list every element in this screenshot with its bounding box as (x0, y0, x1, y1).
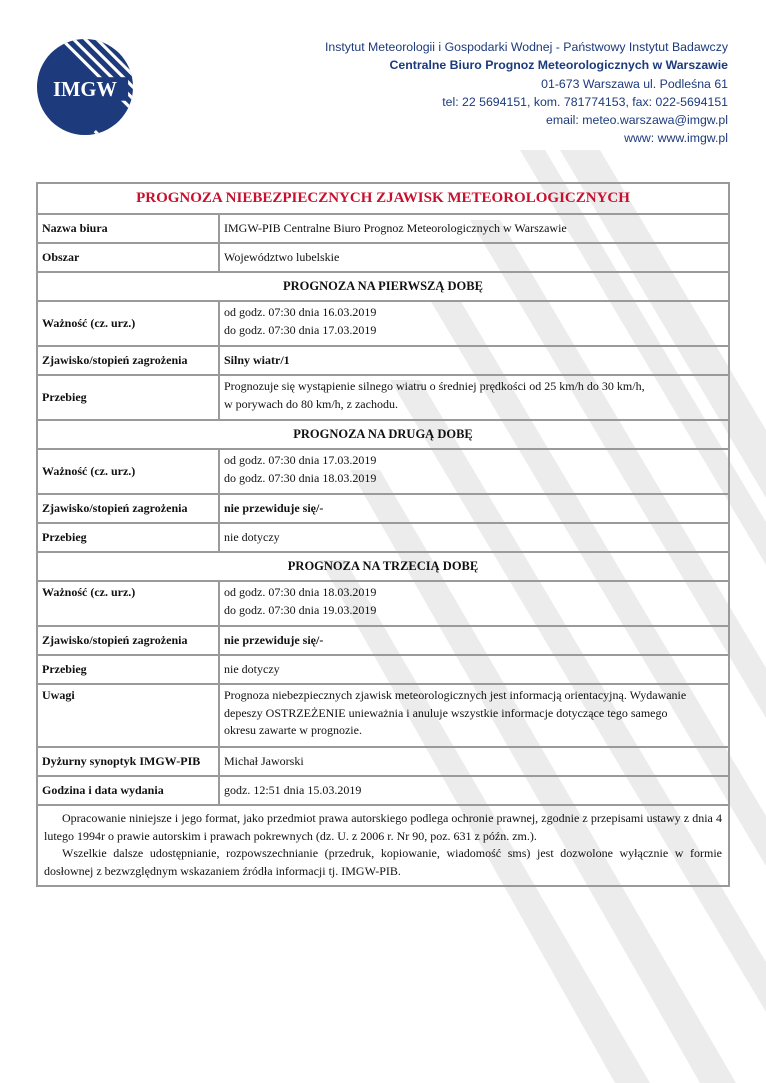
office-name: Centralne Biuro Prognoz Meteorologicznych w Warszawie (389, 58, 728, 73)
day1-course-line2: w porywach do 80 km/h, z zachodu. (224, 396, 398, 411)
day1-phenomenon-label: Zjawisko/stopień zagrożenia (38, 347, 220, 374)
issued-value: godz. 12:51 dnia 15.03.2019 (224, 782, 362, 797)
day2-validity-to: do godz. 07:30 dnia 18.03.2019 (224, 470, 377, 485)
forecaster-value: Michał Jaworski (224, 753, 304, 768)
day3-phenomenon-label: Zjawisko/stopień zagrożenia (38, 627, 220, 654)
remarks-row (38, 685, 728, 748)
email[interactable]: email: meteo.warszawa@imgw.pl (546, 113, 728, 128)
day2-course-value: nie dotyczy (224, 529, 280, 544)
day3-heading-row (38, 553, 728, 582)
day1-validity-row (38, 302, 728, 347)
day3-heading: PROGNOZA NA TRZECIĄ DOBĘ (287, 558, 479, 573)
day1-validity-value (220, 302, 728, 345)
phone: tel: 22 5694151, kom. 781774153, fax: 022-5694151 (442, 94, 728, 109)
imgw-logo (36, 38, 134, 136)
forecaster-row (38, 748, 728, 777)
logo-text: IMGW (52, 78, 118, 101)
day3-validity-row (38, 582, 728, 627)
day2-phenomenon-value: nie przewiduje się/- (224, 500, 324, 515)
copyright-note (38, 806, 728, 885)
day2-validity-row (38, 450, 728, 495)
area-value: Województwo lubelskie (224, 249, 340, 264)
forecast-form (36, 182, 730, 887)
remarks-line3: okresu zawarte w prognozie. (224, 723, 362, 737)
copyright-paragraph-2: Wszelkie dalsze udostępnianie, rozpowszechnianie (przedruk, kopiowanie, wiadomość sms) jest dozwolone wyłącznie w formie dosłownej z bezwzględnym wskazaniem źródła informacji tj. IMGW-PIB. (44, 846, 722, 878)
area-row (38, 244, 728, 273)
day2-course-row (38, 524, 728, 553)
day3-validity-from: od godz. 07:30 dnia 18.03.2019 (224, 585, 377, 599)
day2-phenomenon-label: Zjawisko/stopień zagrożenia (38, 495, 220, 522)
area-label: Obszar (38, 244, 220, 271)
issued-label: Godzina i data wydania (38, 777, 220, 804)
day1-validity-from: od godz. 07:30 dnia 16.03.2019 (224, 305, 377, 319)
day2-validity-value (220, 450, 728, 493)
remarks-line2: depeszy OSTRZEŻENIE unieważnia i anuluje wszystkie informacje dotyczące tego samego (224, 705, 668, 720)
issued-row (38, 777, 728, 806)
day1-course-value (220, 376, 728, 419)
day1-heading: PROGNOZA NA PIERWSZĄ DOBĘ (283, 278, 483, 293)
title-row (38, 184, 728, 215)
day1-course-line1: Prognozuje się wystąpienie silnego wiatru o średniej prędkości od 25 km/h do 30 km/h, (224, 379, 645, 393)
day3-course-value: nie dotyczy (224, 661, 280, 676)
day1-validity-label: Ważność (cz. urz.) (38, 302, 220, 345)
day2-validity-from: od godz. 07:30 dnia 17.03.2019 (224, 453, 377, 467)
office-value: IMGW-PIB Centralne Biuro Prognoz Meteorologicznych w Warszawie (224, 220, 567, 235)
office-label: Nazwa biura (38, 215, 220, 242)
day2-heading-row (38, 421, 728, 450)
day2-phenomenon-row (38, 495, 728, 524)
day3-course-row (38, 656, 728, 685)
day1-phenomenon-row (38, 347, 728, 376)
day1-validity-to: do godz. 07:30 dnia 17.03.2019 (224, 322, 377, 337)
day2-course-label: Przebieg (38, 524, 220, 551)
copyright-paragraph-1: Opracowanie niniejsze i jego format, jako przedmiot prawa autorskiego podlega ochronie prawnej, zgodnie z przepisami ustawy z dnia 4 lutego 1994r o prawie autorskim i prawach pokrewnych (dz. U. z 2006 r. Nr 90, poz. 631 z późn. zm.). (44, 811, 722, 843)
day1-phenomenon-value: Silny wiatr/1 (224, 352, 290, 367)
remarks-label: Uwagi (38, 685, 220, 746)
form-title: PROGNOZA NIEBEZPIECZNYCH ZJAWISK METEOROLOGICZNYCH (136, 189, 630, 206)
website[interactable]: www: www.imgw.pl (624, 131, 728, 146)
remarks-line1: Prognoza niebezpiecznych zjawisk meteorologicznych jest informacją orientacyjną. Wydawanie (224, 688, 687, 702)
day1-heading-row (38, 273, 728, 302)
day3-validity-label: Ważność (cz. urz.) (38, 582, 220, 625)
day3-phenomenon-row (38, 627, 728, 656)
office-row (38, 215, 728, 244)
institute-header (325, 38, 728, 148)
forecaster-label: Dyżurny synoptyk IMGW-PIB (38, 748, 220, 775)
day2-heading: PROGNOZA NA DRUGĄ DOBĘ (293, 426, 473, 441)
day3-validity-value (220, 582, 728, 625)
day3-course-label: Przebieg (38, 656, 220, 683)
day3-validity-to: do godz. 07:30 dnia 19.03.2019 (224, 602, 377, 617)
address: 01-673 Warszawa ul. Podleśna 61 (541, 76, 728, 91)
day1-course-label: Przebieg (38, 376, 220, 419)
day1-course-row (38, 376, 728, 421)
institute-name: Instytut Meteorologii i Gospodarki Wodnej - Państwowy Instytut Badawczy (324, 40, 728, 54)
day3-phenomenon-value: nie przewiduje się/- (224, 632, 324, 647)
remarks-value (220, 685, 728, 746)
day2-validity-label: Ważność (cz. urz.) (38, 450, 220, 493)
